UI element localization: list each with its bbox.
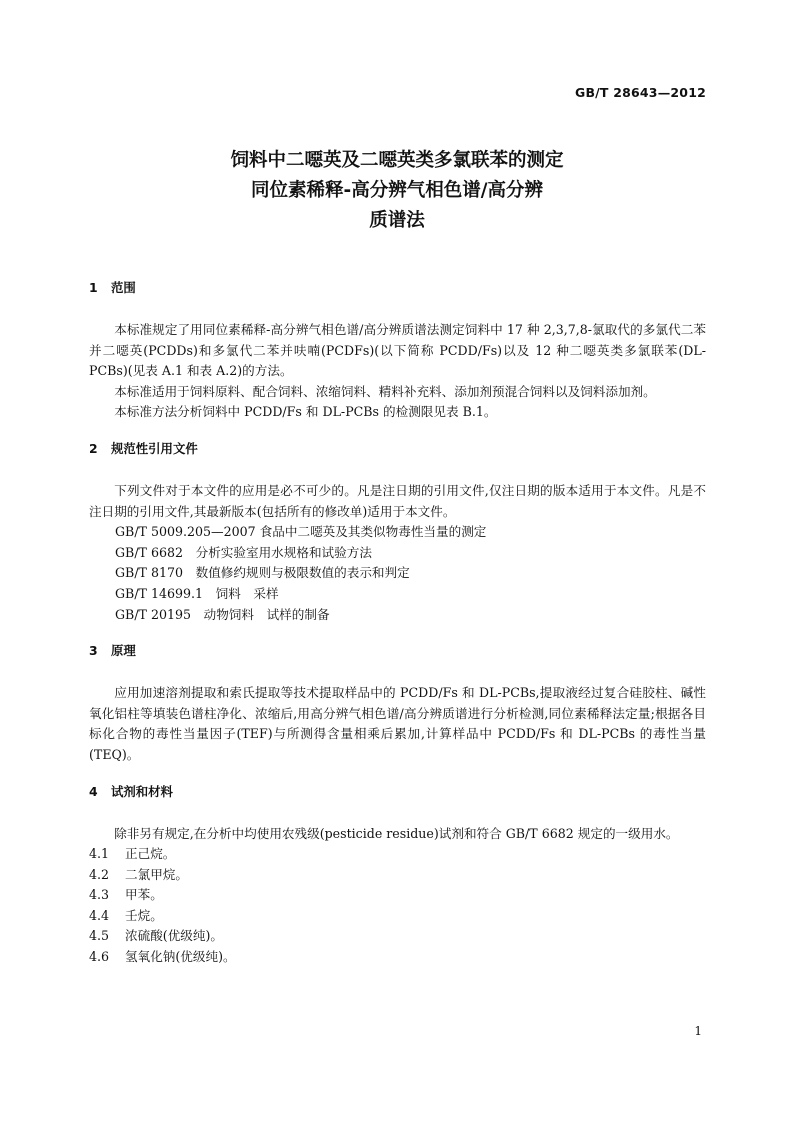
section-title: 试剂和材料 [111,783,173,799]
section-2-intro: 下列文件对于本文件的应用是必不可少的。凡是注日期的引用文件,仅注日期的版本适用于本文件。凡是不注日期的引用文件,其最新版本(包括所有的修改单)适用于本文件。 [89,482,706,519]
item-number: 4.2 [89,866,110,882]
section-3-heading [89,641,706,661]
reagent-item [89,885,706,906]
reference-item: GB/T 14699.1 饲料 采样 [115,585,279,601]
section-1-paragraph: 本标准规定了用同位素稀释-高分辨气相色谱/高分辨质谱法测定饲料中 17 种 2,3,7,8-氯取代的多氯代二苯并二噁英(PCDDs)和多氯代二苯并呋喃(PCDFs)(以下简称 PCDD/Fs)以及 12 种二噁英类多氯联苯(DL-PCBs)(见表 A.1 和表 A.2)的方法。 [89,322,706,379]
section-4-heading [89,782,706,802]
reagent-item [89,865,706,886]
item-number: 4.6 [89,949,110,965]
section-1-paragraph: 本标准方法分析饲料中 PCDD/Fs 和 DL-PCBs 的检测限见表 B.1。 [114,404,497,420]
item-text: 浓硫酸(优级纯)。 [125,928,223,944]
item-text: 氢氧化钠(优级纯)。 [125,949,236,965]
section-number: 3 [89,643,98,659]
section-title: 规范性引用文件 [111,440,198,456]
item-text: 甲苯。 [125,887,163,903]
title-line-3: 质谱法 [369,210,425,231]
section-2-heading [89,439,706,459]
section-3-paragraph: 应用加速溶剂提取和索氏提取等技术提取样品中的 PCDD/Fs 和 DL-PCBs,提取液经过复合硅胶柱、碱性氧化铝柱等填装色谱柱净化、浓缩后,用高分辨气相色谱/高分辨质谱进行分析检测,同位素稀释法定量;根据各目标化合物的毒性当量因子(TEF)与所测得含量相乘后累加,计算样品中 PCDD/Fs 和 DL-PCBs 的毒性当量(TEQ)。 [89,685,706,762]
section-title: 原理 [111,643,136,659]
section-number: 4 [89,783,98,799]
title-line-2: 同位素稀释-高分辨气相色谱/高分辨 [251,180,543,201]
page-number: 1 [694,1024,702,1038]
standard-number: GB/T 28643—2012 [574,85,706,100]
reference-item: GB/T 20195 动物饲料 试样的制备 [115,606,330,622]
item-number: 4.1 [89,846,110,862]
section-1-paragraph: 本标准适用于饲料原料、配合饲料、浓缩饲料、精料补充料、添加剂预混合饲料以及饲料添加剂。 [114,383,656,399]
reagent-item [89,947,706,968]
reagent-item [89,906,706,927]
section-number: 2 [89,440,98,456]
item-number: 4.3 [89,887,110,903]
reagent-item [89,844,706,865]
section-1-heading [89,278,706,298]
item-number: 4.4 [89,907,110,923]
item-text: 正己烷。 [125,846,176,862]
reference-item: GB/T 6682 分析实验室用水规格和试验方法 [115,544,372,560]
item-text: 壬烷。 [125,907,163,923]
section-number: 1 [89,280,98,295]
document-title [0,146,794,236]
section-4-intro: 除非另有规定,在分析中均使用农残级(pesticide residue)试剂和符合 GB/T 6682 规定的一级用水。 [114,825,679,841]
reagent-item [89,926,706,947]
reference-item: GB/T 8170 数值修约规则与极限数值的表示和判定 [115,565,410,581]
document-body [89,278,706,968]
reference-item: GB/T 5009.205—2007 食品中二噁英及其类似物毒性当量的测定 [115,524,487,540]
section-title: 范围 [111,280,136,295]
title-line-1: 饲料中二噁英及二噁英类多氯联苯的测定 [230,150,564,171]
item-number: 4.5 [89,928,110,944]
item-text: 二氯甲烷。 [125,866,188,882]
